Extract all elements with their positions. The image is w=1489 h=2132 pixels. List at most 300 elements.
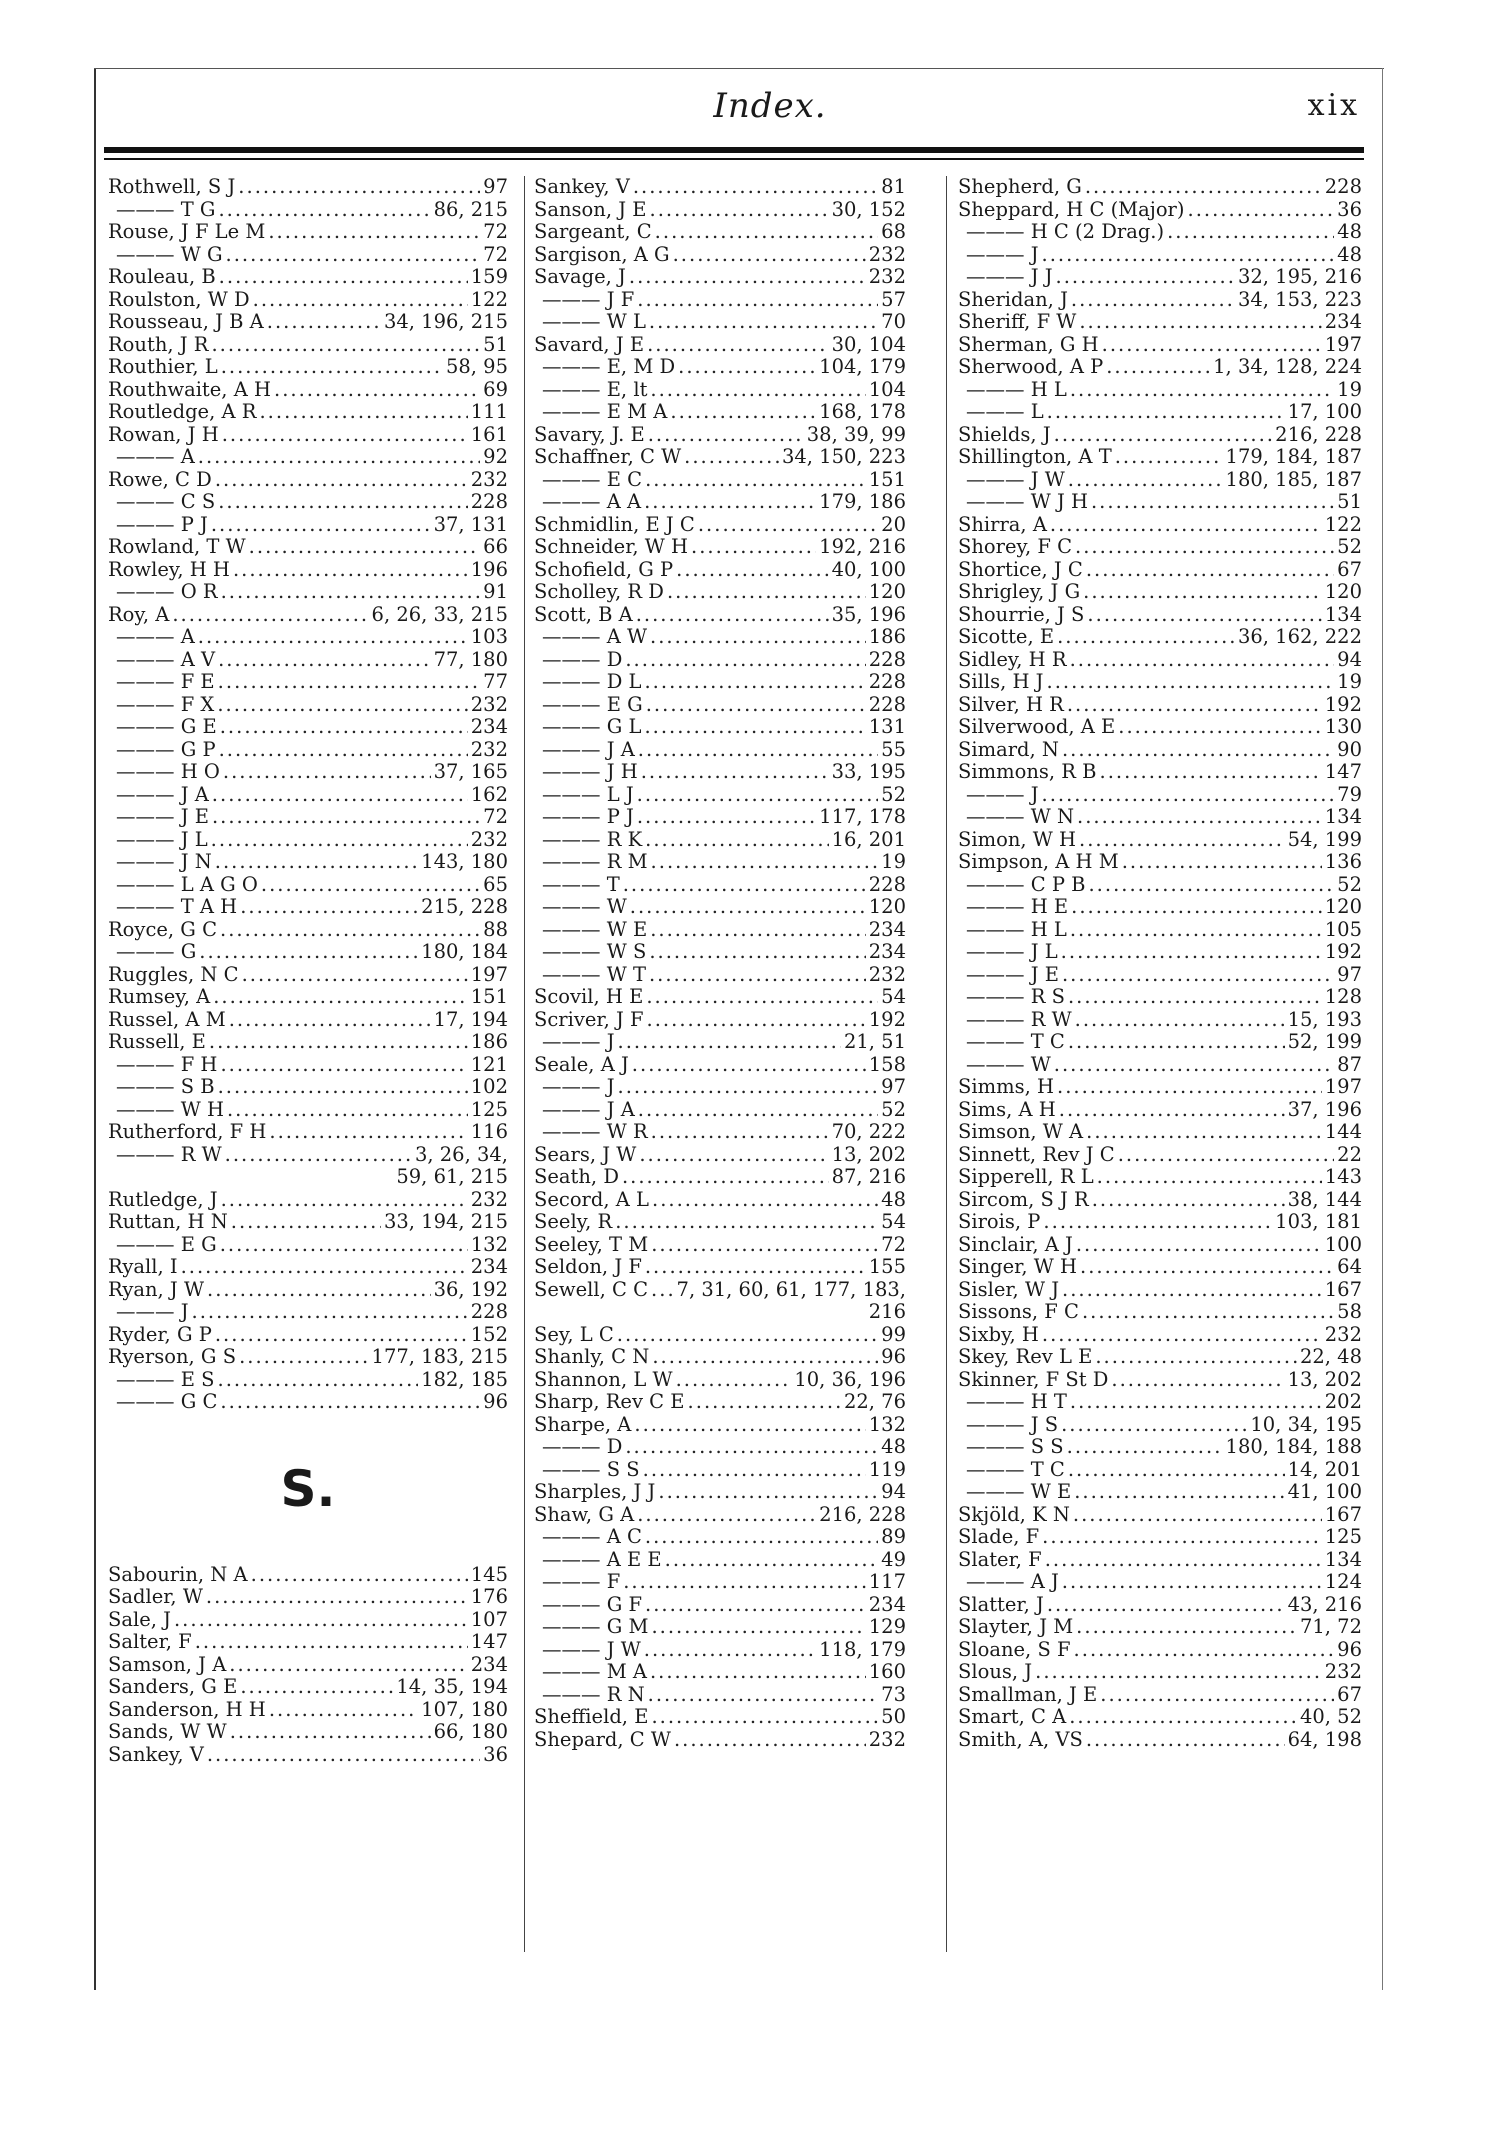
entry-pages: 52 [1337, 873, 1362, 896]
dot-leader [218, 1076, 468, 1099]
index-entry [534, 986, 906, 1009]
dot-leader [1074, 1481, 1284, 1504]
index-entry [108, 334, 508, 357]
index-entry [534, 1549, 906, 1572]
dot-leader [215, 1324, 468, 1347]
dot-leader [1095, 1346, 1297, 1369]
dot-leader [226, 244, 481, 267]
entry-name: Shirra, A [958, 513, 1047, 536]
index-entry [534, 176, 906, 199]
dot-leader [1070, 1391, 1322, 1414]
dot-leader [221, 581, 481, 604]
entry-name: ——— M A [542, 1661, 647, 1683]
entry-name: Sipperell, R L [958, 1166, 1094, 1188]
entry-name: ——— W T [542, 963, 646, 986]
index-entry [958, 221, 1362, 244]
entry-pages: 36, 192 [433, 1278, 508, 1301]
entry-name: Silver, H R [958, 693, 1064, 716]
dot-leader [1042, 244, 1335, 267]
entry-pages: 34, 150, 223 [781, 446, 906, 468]
index-entry [108, 1099, 508, 1122]
entry-pages: 91 [483, 581, 508, 603]
index-entry [958, 334, 1362, 357]
entry-name: ——— J L [966, 941, 1058, 963]
entry-pages: 104 [868, 378, 906, 401]
index-entry [534, 1099, 906, 1122]
entry-pages: 48 [881, 1436, 906, 1458]
entry-pages: 94 [1337, 648, 1362, 671]
index-entry [534, 1504, 906, 1527]
index-entry [108, 964, 508, 987]
entry-name: Sinclair, A J [958, 1233, 1073, 1256]
page-frame-right [1382, 68, 1383, 1990]
entry-name: Sabourin, N A [108, 1563, 248, 1586]
dot-leader [676, 1369, 792, 1392]
entry-pages: 50 [881, 1706, 906, 1728]
entry-pages: 54 [881, 986, 906, 1008]
entry-pages: 151 [470, 986, 508, 1008]
entry-pages: 147 [1324, 761, 1362, 783]
entry-pages: 196 [470, 558, 508, 581]
entry-pages: 118, 179 [819, 1638, 906, 1661]
dot-leader [615, 1211, 878, 1234]
entry-pages: 234 [868, 918, 906, 941]
entry-name: ——— G M [542, 1616, 649, 1638]
entry-pages: 121 [470, 1053, 508, 1076]
entry-name: ——— E G [116, 1233, 217, 1256]
entry-pages: 36, 162, 222 [1237, 626, 1362, 648]
dot-leader [645, 1256, 866, 1279]
index-entry [534, 289, 906, 312]
dot-leader [1068, 1459, 1285, 1482]
dot-leader [651, 1121, 829, 1144]
dot-leader [648, 1684, 879, 1707]
entry-pages: 234 [868, 941, 906, 963]
index-entry [958, 1504, 1362, 1527]
entry-name: ——— W [966, 1053, 1051, 1076]
dot-leader [221, 1189, 468, 1212]
entry-pages: 228 [868, 693, 906, 716]
entry-pages: 232 [470, 738, 508, 761]
entry-pages: 71, 72 [1299, 1616, 1362, 1638]
entry-pages: 14, 201 [1287, 1458, 1362, 1481]
dot-leader [211, 829, 468, 852]
entry-pages: 117 [868, 1571, 906, 1593]
dot-leader [1067, 694, 1322, 717]
index-entry [958, 829, 1362, 852]
index-entry [534, 1031, 906, 1054]
entry-pages: 30, 152 [831, 198, 906, 221]
index-entry [958, 1279, 1362, 1302]
entry-pages: 160 [868, 1661, 906, 1683]
entry-pages: 59, 61, 215 [396, 1166, 508, 1188]
dot-leader [1047, 671, 1335, 694]
index-entry [534, 1706, 906, 1729]
entry-pages: 52 [881, 1098, 906, 1121]
entry-pages: 232 [470, 828, 508, 851]
index-entry [958, 1099, 1362, 1122]
entry-name: Silverwood, A E [958, 716, 1116, 738]
entry-pages: 92 [483, 446, 508, 468]
dot-leader [651, 1616, 865, 1639]
entry-name: ——— E, lt [542, 378, 648, 401]
entry-name: ——— F [542, 1571, 621, 1593]
index-entry [534, 1324, 906, 1347]
dot-leader [267, 311, 381, 334]
entry-pages: 6, 26, 33, 215 [371, 603, 508, 626]
entry-pages: 10, 36, 196 [794, 1368, 906, 1391]
entry-pages: 234 [470, 1256, 508, 1278]
section-letter-heading: S. [280, 1459, 336, 1518]
entry-pages: 161 [470, 423, 508, 446]
index-entry [534, 851, 906, 874]
index-entry [958, 1076, 1362, 1099]
entry-pages: 70, 222 [831, 1121, 906, 1143]
index-entry [108, 356, 508, 379]
index-entry [108, 514, 508, 537]
entry-name: Sidley, H R [958, 648, 1067, 671]
entry-name: Shortice, J C [958, 558, 1083, 581]
dot-leader [1068, 469, 1223, 492]
entry-pages: 81 [881, 176, 906, 198]
index-entry [534, 896, 906, 919]
dot-leader [207, 1279, 431, 1302]
dot-leader [1071, 896, 1322, 919]
index-entry [108, 1121, 508, 1144]
entry-name: Slade, F [958, 1526, 1040, 1548]
index-entry [108, 874, 508, 897]
dot-leader [1056, 266, 1235, 289]
dot-leader [1068, 1031, 1285, 1054]
entry-pages: 197 [1324, 1076, 1362, 1098]
entry-pages: 167 [1324, 1503, 1362, 1526]
entry-name: Slous, J [958, 1661, 1033, 1683]
index-entry [534, 356, 906, 379]
entry-name: ——— G F [542, 1593, 643, 1616]
entry-name: Savage, J [534, 266, 626, 288]
entry-name: ——— J W [966, 468, 1065, 491]
index-entry [958, 379, 1362, 402]
entry-pages: 234 [470, 716, 508, 738]
entry-pages: 51 [1337, 491, 1362, 513]
dot-leader [650, 199, 829, 222]
entry-pages: 19 [1337, 378, 1362, 401]
entry-pages: 13, 202 [831, 1143, 906, 1166]
entry-name: ——— C P B [966, 873, 1086, 896]
index-entry [534, 649, 906, 672]
dot-leader [645, 1594, 866, 1617]
dot-leader [259, 401, 467, 424]
entry-name: Routhwaite, A H [108, 378, 271, 401]
dot-leader [1054, 1054, 1334, 1077]
entry-name: Sanderson, H H [108, 1698, 266, 1721]
entry-name: Seale, A J [534, 1053, 629, 1076]
entry-name: ——— J E [966, 963, 1059, 986]
dot-leader [221, 356, 443, 379]
entry-pages: 125 [470, 1098, 508, 1121]
entry-pages: 228 [868, 648, 906, 671]
entry-pages: 167 [1324, 1278, 1362, 1301]
entry-name: Rouleau, B [108, 266, 216, 288]
entry-pages: 122 [1324, 513, 1362, 536]
entry-pages: 155 [868, 1256, 906, 1278]
dot-leader [667, 581, 866, 604]
entry-pages: 102 [470, 1076, 508, 1098]
entry-pages: 79 [1337, 783, 1362, 806]
entry-name: Scriver, J F [534, 1008, 644, 1031]
index-entry [958, 716, 1362, 739]
entry-name: ——— D [542, 648, 623, 671]
entry-pages: 36 [1337, 198, 1362, 221]
index-entry [534, 1391, 906, 1414]
index-entry [958, 536, 1362, 559]
entry-pages: 73 [881, 1683, 906, 1706]
entry-name: ——— O R [116, 581, 218, 603]
entry-name: ——— R K [542, 828, 643, 851]
dot-leader [1086, 1121, 1322, 1144]
dot-leader [617, 1324, 878, 1347]
entry-pages: 234 [868, 1593, 906, 1616]
entry-pages: 134 [1324, 806, 1362, 828]
dot-leader [1074, 1639, 1335, 1662]
entry-pages: 192 [1324, 693, 1362, 716]
entry-pages: 38, 144 [1287, 1188, 1362, 1211]
entry-pages: 67 [1337, 558, 1362, 581]
entry-name: Ryan, J W [108, 1278, 204, 1301]
entry-pages: 131 [868, 716, 906, 738]
entry-pages: 96 [881, 1346, 906, 1368]
entry-name: ——— H L [966, 378, 1067, 401]
entry-name: ——— G [116, 941, 197, 963]
entry-pages: 67 [1337, 1683, 1362, 1706]
dot-leader [1054, 424, 1273, 447]
index-entry [534, 964, 906, 987]
entry-name: Simpson, A H M [958, 851, 1119, 873]
index-entry [534, 244, 906, 267]
entry-pages: 197 [470, 963, 508, 986]
dot-leader [638, 1099, 878, 1122]
index-entry [534, 1211, 906, 1234]
index-entry [958, 1436, 1362, 1459]
entry-name: ——— W R [542, 1121, 648, 1143]
index-entry [108, 1211, 508, 1234]
index-entry [958, 446, 1362, 469]
index-entry [534, 1054, 906, 1077]
entry-pages: 192 [1324, 941, 1362, 963]
index-entry [958, 176, 1362, 199]
dot-leader [1097, 1166, 1322, 1189]
entry-name: Simmons, R B [958, 761, 1097, 783]
dot-leader [1047, 1594, 1285, 1617]
entry-pages: 144 [1324, 1121, 1362, 1143]
entry-name: ——— W H [116, 1098, 224, 1121]
index-entry [108, 1189, 508, 1212]
entry-pages: 97 [881, 1076, 906, 1098]
index-entry [108, 244, 508, 267]
entry-name: ——— L A G O [116, 873, 258, 896]
dot-leader [1042, 784, 1335, 807]
index-entry [534, 1189, 906, 1212]
entry-pages: 96 [1337, 1638, 1362, 1661]
entry-name: ——— A [116, 446, 195, 468]
entry-name: ——— H O [116, 761, 220, 783]
entry-pages: 51 [483, 333, 508, 356]
entry-pages: 159 [470, 266, 508, 288]
index-entry [958, 1189, 1362, 1212]
entry-name: ——— T A H [116, 896, 238, 918]
index-entry [534, 829, 906, 852]
entry-pages: 34, 196, 215 [383, 311, 508, 333]
entry-name: Sheffield, E [534, 1706, 649, 1728]
index-entry [958, 1639, 1362, 1662]
index-entry [108, 649, 508, 672]
dot-leader [1075, 536, 1334, 559]
entry-pages: 52, 199 [1287, 1031, 1362, 1053]
entry-pages: 107 [470, 1608, 508, 1631]
dot-leader [647, 1009, 866, 1032]
index-entry [108, 784, 508, 807]
entry-name: ——— H C (2 Drag.) [966, 221, 1165, 243]
entry-pages: 17, 100 [1287, 401, 1362, 423]
dot-leader [233, 559, 468, 582]
dot-leader [625, 649, 865, 672]
entry-name: ——— A W [542, 626, 648, 648]
entry-pages: 179, 186 [819, 491, 906, 513]
index-entry [958, 1346, 1362, 1369]
index-entry [958, 851, 1362, 874]
entry-name: Shorey, F C [958, 536, 1072, 558]
index-entry [534, 424, 906, 447]
index-entry [108, 941, 508, 964]
index-entry [108, 289, 508, 312]
entry-name: ——— H E [966, 896, 1069, 918]
entry-pages: 72 [483, 243, 508, 266]
entry-pages: 179, 184, 187 [1225, 446, 1362, 468]
dot-leader [1062, 964, 1334, 987]
index-column-1 [108, 176, 508, 1976]
index-entry [108, 379, 508, 402]
dot-leader [219, 739, 468, 762]
entry-name: Smith, A, VS [958, 1728, 1083, 1751]
index-entry [534, 784, 906, 807]
dot-leader [652, 1346, 878, 1369]
dot-leader [1061, 941, 1322, 964]
entry-name: ——— C S [116, 491, 216, 513]
index-entry [958, 1144, 1362, 1167]
entry-name: ——— G C [116, 1391, 218, 1413]
entry-pages: 125 [1324, 1526, 1362, 1548]
entry-name: Ruttan, H N [108, 1211, 228, 1233]
index-entry [534, 1459, 906, 1482]
index-entry [534, 1661, 906, 1684]
index-entry [534, 1616, 906, 1639]
entry-name: ——— J N [116, 851, 212, 873]
index-entry [958, 1234, 1362, 1257]
dot-leader [1115, 446, 1223, 469]
dot-leader [644, 716, 865, 739]
entry-name: Royce, G C [108, 918, 217, 941]
entry-name: Sands, W W [108, 1721, 227, 1743]
entry-pages: 21, 51 [843, 1031, 906, 1053]
entry-name: Rumsey, A [108, 986, 211, 1008]
dot-leader [220, 716, 468, 739]
index-entry [534, 671, 906, 694]
entry-pages: 99 [881, 1323, 906, 1346]
entry-pages: 37, 196 [1287, 1098, 1362, 1121]
entry-name: Simson, W A [958, 1121, 1084, 1143]
entry-name: Sherman, G H [958, 333, 1099, 356]
entry-pages: 119 [868, 1458, 906, 1481]
entry-pages: 129 [868, 1616, 906, 1638]
entry-name: ——— W J H [966, 491, 1088, 513]
entry-name: Rowan, J H [108, 423, 219, 446]
dot-leader [211, 334, 480, 357]
index-entry [534, 1076, 906, 1099]
index-entry [108, 559, 508, 582]
index-entry [958, 1054, 1362, 1077]
entry-pages: 48 [1337, 221, 1362, 243]
index-entry [108, 851, 508, 874]
entry-pages: 35, 196 [831, 603, 906, 626]
index-entry [958, 1369, 1362, 1392]
dot-leader [174, 1609, 468, 1632]
dot-leader [658, 1481, 878, 1504]
column-divider [524, 176, 525, 1952]
entry-name: Sanson, J E [534, 198, 647, 221]
entry-name: ——— W S [542, 941, 647, 963]
entry-name: ——— S B [116, 1076, 215, 1098]
entry-name: ——— W L [542, 311, 646, 333]
dot-leader [644, 671, 865, 694]
entry-name: Sargison, A G [534, 243, 670, 266]
entry-pages: 228 [1324, 176, 1362, 198]
dot-leader [650, 1661, 866, 1684]
entry-pages: 43, 216 [1287, 1593, 1362, 1616]
dot-leader [1076, 1234, 1322, 1257]
dot-leader [269, 1121, 467, 1144]
dot-leader [1083, 581, 1322, 604]
index-entry [958, 1729, 1362, 1752]
dot-leader [269, 1699, 418, 1722]
entry-pages: 232 [470, 1188, 508, 1211]
entry-pages: 151 [868, 468, 906, 491]
dot-leader [220, 919, 480, 942]
entry-name: Sheppard, H C (Major) [958, 198, 1185, 221]
index-entry [108, 1144, 508, 1167]
index-entry [534, 694, 906, 717]
entry-name: Shrigley, J G [958, 581, 1081, 603]
entry-name: Sims, A H [958, 1098, 1056, 1121]
entry-name: ——— T G [116, 198, 216, 221]
entry-name: Sankey, V [108, 1743, 204, 1766]
dot-leader [218, 491, 468, 514]
entry-name: ——— R M [542, 851, 648, 873]
entry-name: ——— A [116, 626, 195, 648]
dot-leader [1070, 919, 1322, 942]
entry-pages: 14, 35, 194 [396, 1676, 508, 1698]
entry-pages: 34, 153, 223 [1237, 288, 1362, 311]
entry-name: Sherwood, A P [958, 356, 1104, 378]
entry-name: ——— W N [966, 806, 1075, 828]
column-divider [946, 176, 947, 1952]
index-column-3 [958, 176, 1362, 1976]
entry-name: ——— J A [542, 738, 635, 761]
dot-leader [1076, 1616, 1297, 1639]
dot-leader [684, 446, 779, 469]
dot-leader [198, 446, 480, 469]
entry-name: ——— E, M D [542, 356, 676, 378]
dot-leader [650, 379, 865, 402]
